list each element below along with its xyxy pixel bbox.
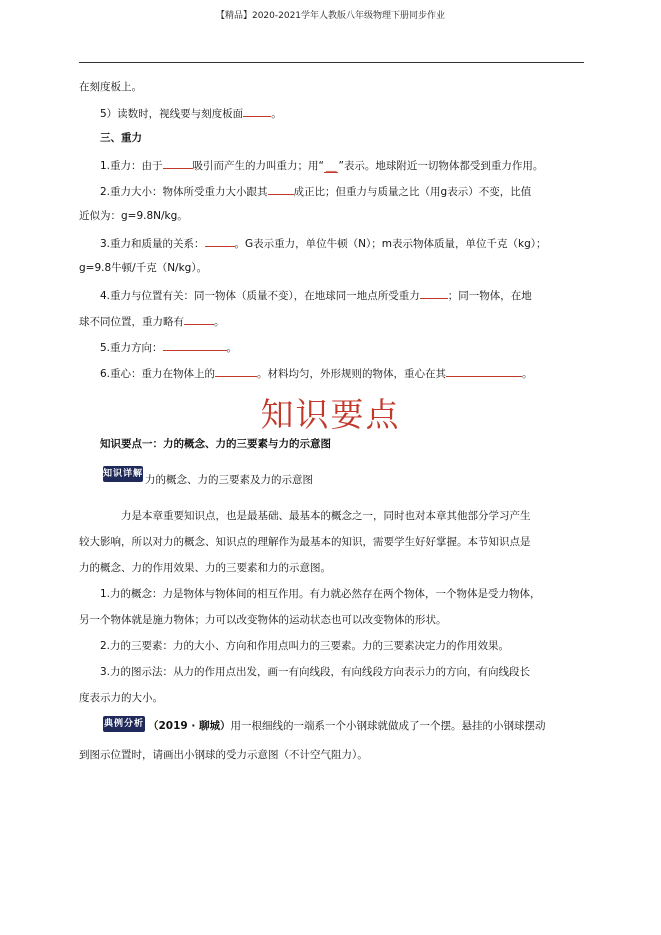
text-fragment: 6.重心：重力在物体上的 xyxy=(100,368,216,380)
text-fragment: 1.重力：由于 xyxy=(100,160,163,172)
fill-blank xyxy=(163,157,193,169)
text-fragment: 球不同位置，重力略有 xyxy=(79,316,184,328)
text-fragment: ；同一物体，在地 xyxy=(447,290,532,302)
subsection-heading: 知识要点一：力的概念、力的三要素与力的示意图 xyxy=(100,438,331,450)
paragraph-line: 力是本章重要知识点，也是最基础、最基本的概念之一，同时也对本章其他部分学习产生 xyxy=(121,510,531,522)
paragraph-line: 2.力的三要素：力的大小、方向和作用点叫力的三要素。力的三要素决定力的作用效果。 xyxy=(100,640,510,652)
text-fragment: ”表示。地球附近一切物体都受到重力作用。 xyxy=(338,160,544,172)
text-fragment: 。G表示重力，单位牛顿（N）；m表示物体质量，单位千克（kg）； xyxy=(234,238,547,250)
text-fragment: 吸引而产生的力叫重力；用“ xyxy=(192,160,324,172)
text-fragment: 4.重力与位置有关：同一物体（质量不变），在地球同一地点所受重力 xyxy=(100,290,420,302)
text-fragment: 5.重力方向： xyxy=(100,342,163,354)
text-line: 近似为：g=9.8N/kg。 xyxy=(79,210,188,222)
text-fragment: 。 xyxy=(214,316,225,328)
fill-blank xyxy=(268,183,294,195)
text-fragment: 2.重力大小：物体所受重力大小跟其 xyxy=(100,186,268,198)
page-header: 【精品】2020-2021学年人教版八年级物理下册同步作业 xyxy=(215,11,446,21)
text-fragment: 5）读数时，视线要与刻度板面 xyxy=(100,108,244,120)
knowledge-detail-badge: 知识详解 xyxy=(103,466,143,482)
paragraph-line: 1.力的概念：力是物体与物体间的相互作用。有力就必然存在两个物体，一个物体是受力物体， xyxy=(100,588,541,600)
text-fragment: 。材料均匀，外形规则的物体，重心在其 xyxy=(257,368,447,380)
text-fragment: 3.重力和质量的关系： xyxy=(100,238,205,250)
text-line xyxy=(100,105,282,121)
text-fragment: 用一根细线的一端系一个小钢球就做成了一个摆。悬挂的小钢球摆动 xyxy=(230,720,546,732)
example-question: 到图示位置时，请画出小钢球的受力示意图（不计空气阻力）。 xyxy=(79,749,368,761)
section-title: 知识要点 xyxy=(260,395,401,434)
fill-blank xyxy=(163,339,227,351)
text-line xyxy=(100,287,532,303)
paragraph-line: 度表示力的大小。 xyxy=(79,692,163,704)
paragraph-line: 较大影响，所以对力的概念、知识点的理解作为最基本的知识，需要学生好好掌握。本节知识点是 xyxy=(79,536,531,548)
paragraph-line: 力的概念、力的作用效果、力的三要素和力的示意图。 xyxy=(79,562,331,574)
header-divider xyxy=(79,62,584,63)
text-line xyxy=(79,313,225,329)
text-line xyxy=(100,365,533,381)
text-line xyxy=(100,157,543,173)
badge-caption: 力的概念、力的三要素及力的示意图 xyxy=(145,474,313,486)
fill-blank: __ xyxy=(325,160,337,172)
fill-blank xyxy=(243,105,271,117)
question-source: （2019 · 聊城） xyxy=(148,720,231,732)
example-question xyxy=(148,719,546,733)
fill-blank xyxy=(446,365,522,377)
fill-blank xyxy=(184,313,214,325)
section-heading: 三、重力 xyxy=(100,132,142,144)
fill-blank xyxy=(215,365,257,377)
text-fragment: 成正比；但重力与质量之比（用g表示）不变，比值 xyxy=(293,186,532,198)
text-line xyxy=(100,183,531,199)
text-line: 在刻度板上。 xyxy=(79,81,142,93)
example-analysis-badge: 典例分析 xyxy=(103,716,145,732)
text-fragment: 。 xyxy=(226,342,238,354)
text-fragment: 。 xyxy=(522,368,533,380)
text-line: g=9.8牛顿/千克（N/kg）。 xyxy=(79,262,208,274)
text-line xyxy=(100,339,237,355)
fill-blank xyxy=(205,235,235,247)
text-fragment: 。 xyxy=(271,108,282,120)
paragraph-line: 3.力的图示法：从力的作用点出发，画一有向线段，有向线段方向表示力的方向，有向线段长 xyxy=(100,666,531,678)
fill-blank xyxy=(420,287,448,299)
text-line xyxy=(100,235,547,251)
paragraph-line: 另一个物体就是施力物体；力可以改变物体的运动状态也可以改变物体的形状。 xyxy=(79,614,447,626)
